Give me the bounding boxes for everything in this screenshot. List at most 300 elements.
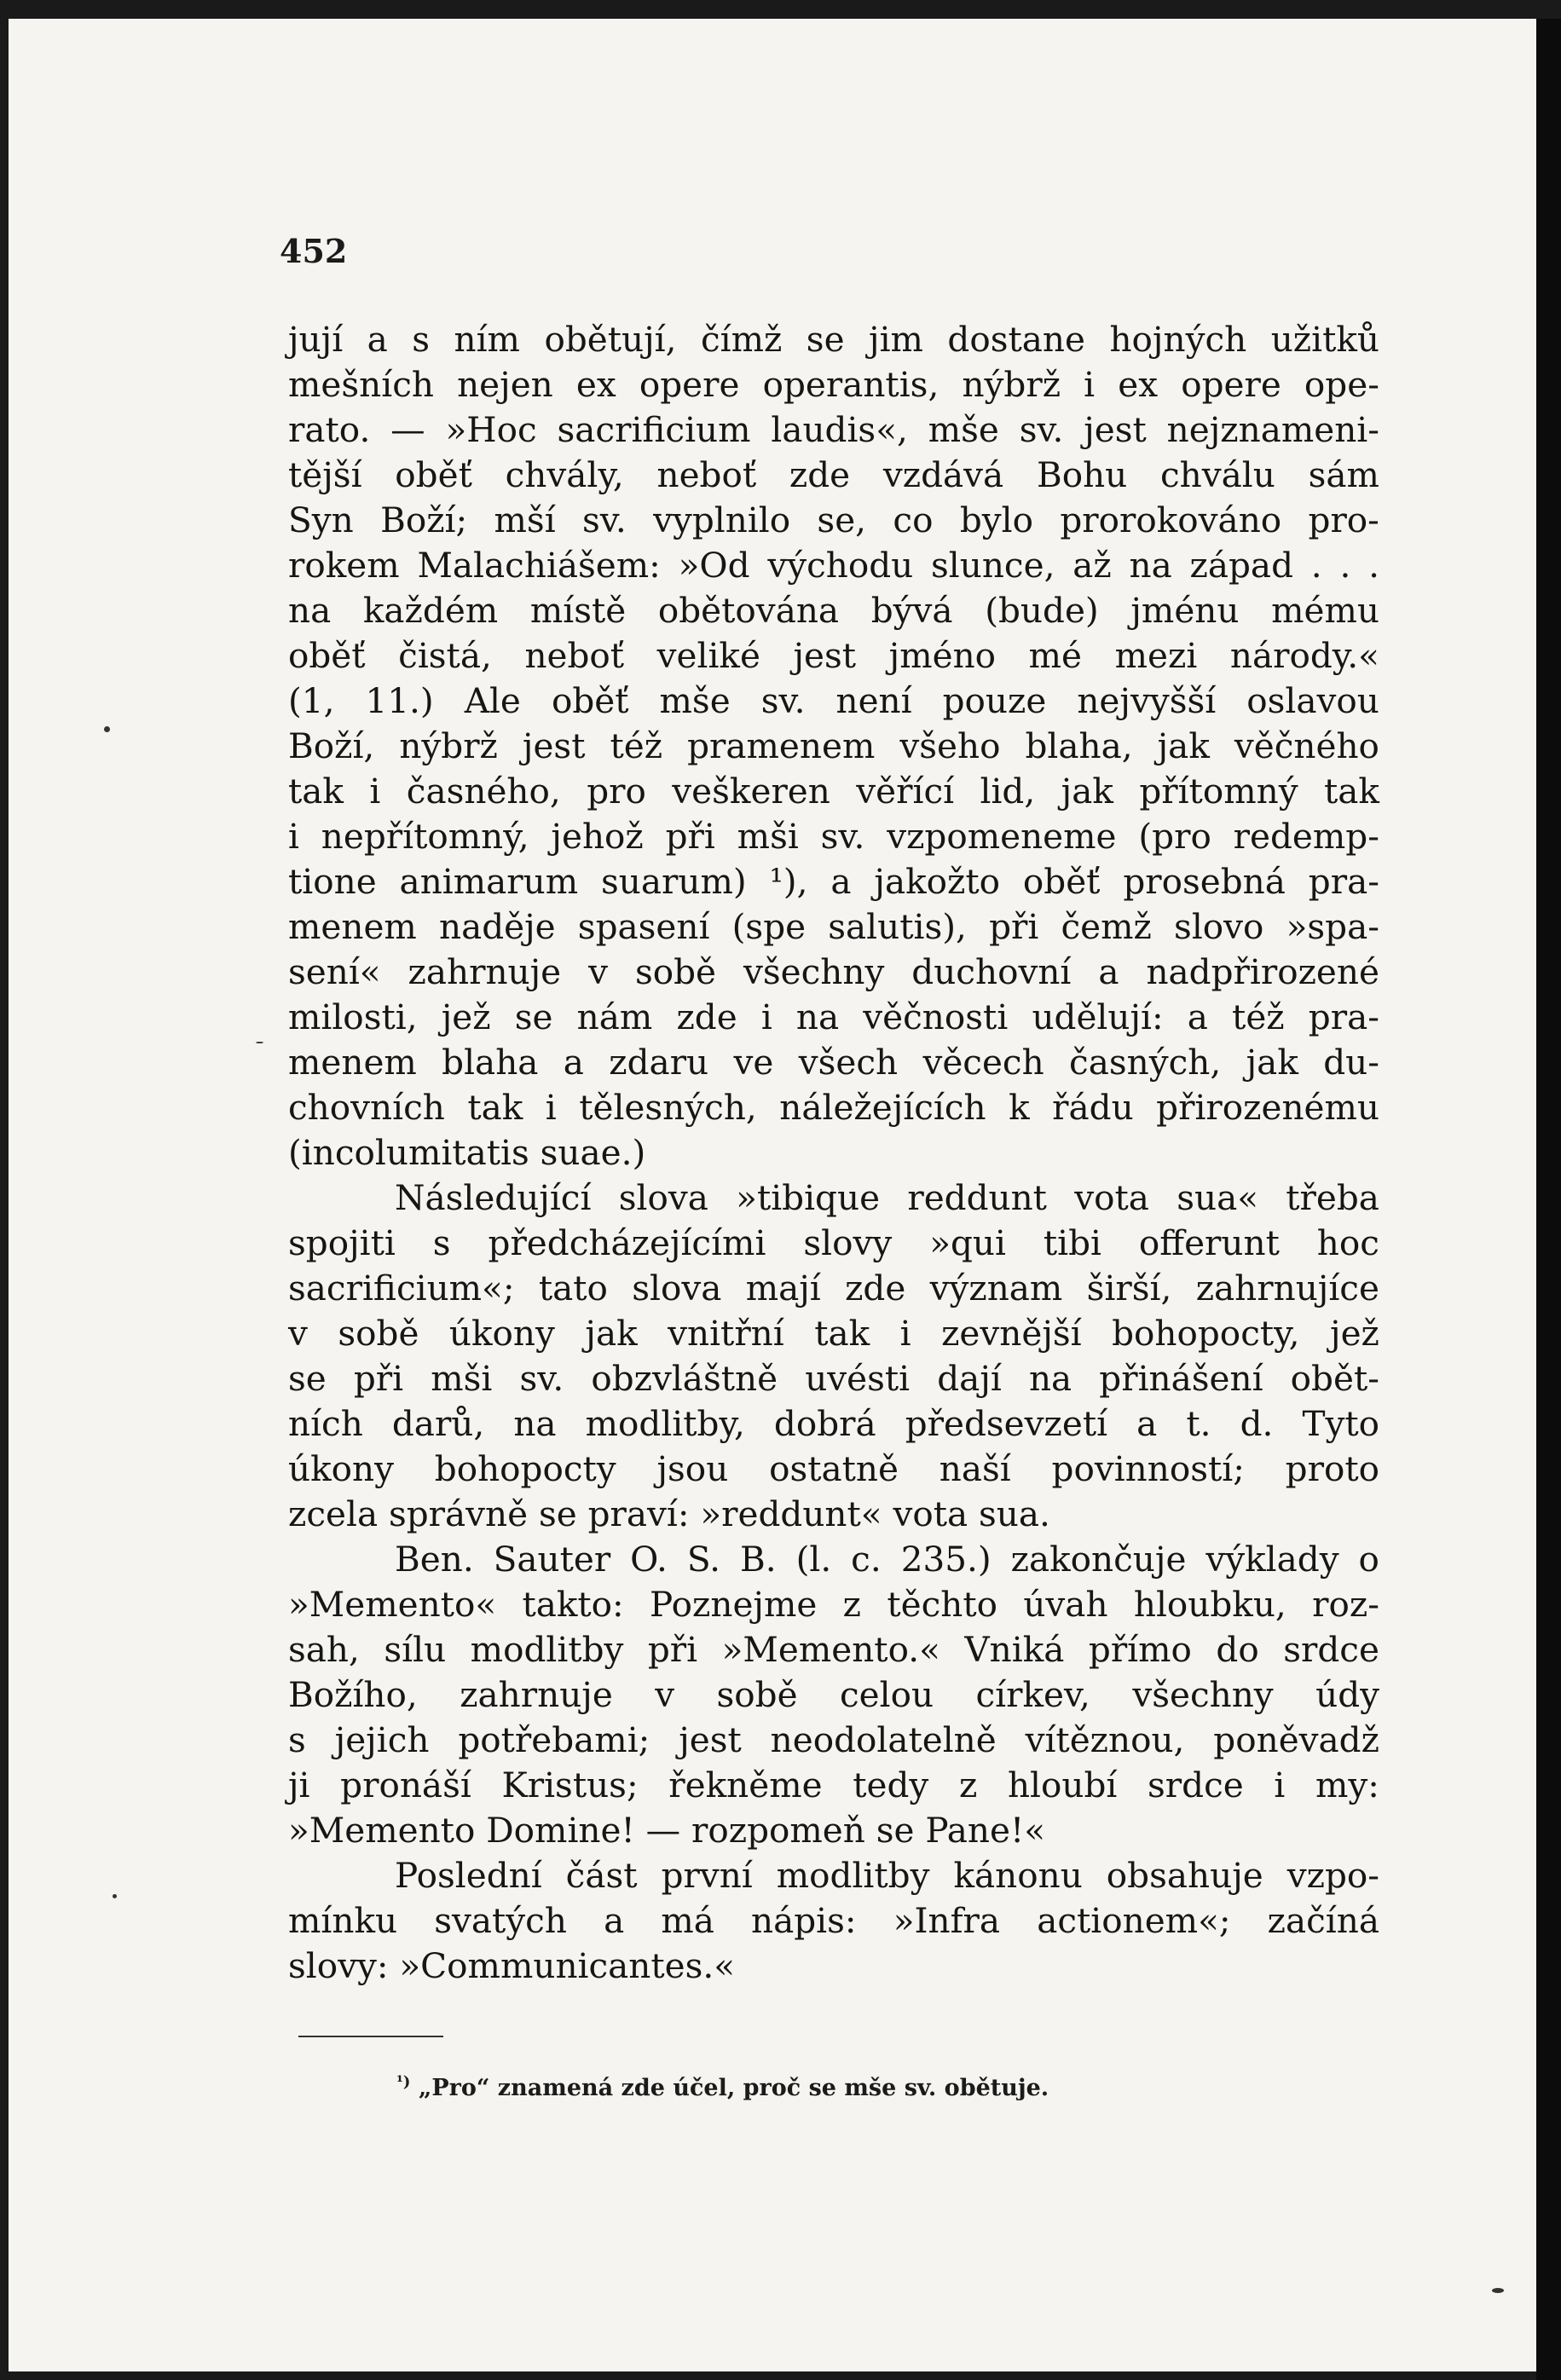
text-line [288, 995, 1379, 1040]
text-line [288, 1537, 1379, 1582]
word: bylo [959, 500, 1033, 540]
word: O. [630, 1539, 668, 1580]
word: až [1072, 545, 1112, 586]
word: i [545, 1087, 557, 1128]
text-line [288, 1311, 1379, 1356]
word: a [1098, 951, 1119, 992]
word: potřebami; [458, 1719, 650, 1760]
word: dají [937, 1358, 1002, 1399]
word: tější [288, 454, 362, 495]
footnote [396, 2073, 1049, 2101]
word: není [835, 680, 912, 721]
word: jehož [551, 816, 644, 857]
word: 11.) [365, 680, 434, 721]
word: Vniká [964, 1629, 1065, 1670]
word: roz- [1312, 1584, 1379, 1625]
word: obět- [1290, 1358, 1379, 1399]
word: pra- [1308, 861, 1379, 902]
word: zahrnujíce [1195, 1268, 1379, 1308]
word: sua« [1177, 1177, 1258, 1218]
word: »Hoc [445, 409, 537, 450]
word: vyplnilo [653, 500, 791, 540]
text-line [288, 317, 1379, 362]
word: rokem [288, 545, 400, 586]
text-line [288, 1447, 1379, 1492]
word: blaha [442, 1042, 539, 1083]
book-page [9, 19, 1536, 2371]
word: vzpomeneme [887, 816, 1117, 857]
word: . [1339, 545, 1351, 586]
word: obsahuje [1106, 1855, 1263, 1896]
paper-speck [1492, 2288, 1504, 2293]
word: neboť [524, 635, 625, 676]
word: povinností; [1051, 1448, 1245, 1489]
word: (1, [288, 680, 335, 721]
text-line [288, 1898, 1379, 1944]
paper-speck [113, 1894, 117, 1898]
word: — [390, 409, 425, 450]
word: užitků [1270, 319, 1379, 360]
word: dobrá [773, 1403, 876, 1444]
word: i [760, 996, 772, 1037]
word: a [1136, 1403, 1158, 1444]
word: bohopocty [434, 1448, 616, 1489]
word: modlitby [470, 1629, 624, 1670]
word: chválu [1160, 454, 1275, 495]
text-line [288, 1085, 1379, 1130]
word: jménu [1130, 590, 1240, 631]
word: nápis: [751, 1900, 857, 1941]
word: též [610, 725, 663, 766]
text-line [288, 950, 1379, 995]
word: jak [1246, 1042, 1298, 1083]
word: prorokováno [1060, 500, 1282, 540]
word: mé [1028, 635, 1083, 676]
word: přinášení [1099, 1358, 1263, 1399]
word: náležejících [779, 1087, 986, 1128]
word: Syn [288, 500, 354, 540]
word: sacrificium«; [288, 1268, 515, 1308]
word: pouze [942, 680, 1047, 721]
word: opere [639, 364, 740, 405]
word: Bohu [1036, 454, 1128, 495]
paper-speck [256, 1042, 263, 1043]
word: ostatně [769, 1448, 899, 1489]
word: sám [1308, 454, 1379, 495]
word: při [647, 1629, 698, 1670]
word: všeho [899, 725, 1001, 766]
text-line [288, 679, 1379, 724]
word: milosti, [288, 996, 418, 1037]
word: církev, [975, 1674, 1090, 1715]
word: vzdává [882, 454, 1004, 495]
word: slovo [1174, 906, 1264, 947]
text-line [288, 1356, 1379, 1401]
word: s [412, 319, 431, 360]
word: sobě [338, 1313, 419, 1354]
word: vzpo- [1286, 1855, 1379, 1896]
word: obzvláštně [591, 1358, 778, 1399]
word: . [1368, 545, 1379, 586]
word: při [989, 906, 1039, 947]
word: též [1232, 996, 1285, 1037]
word: Ale [464, 680, 521, 721]
word: sobě [716, 1674, 798, 1715]
word: (spe [731, 906, 807, 947]
word: menem [288, 1042, 417, 1083]
word: i [1084, 364, 1096, 405]
word: a [1187, 996, 1208, 1037]
word: a [830, 861, 852, 902]
word: prosebná [1123, 861, 1286, 902]
word: jméno [888, 635, 997, 676]
word: »tibique [736, 1177, 881, 1218]
word: zahrnuje [460, 1674, 613, 1715]
text-line [288, 588, 1379, 633]
word: oběť [1022, 861, 1101, 902]
word: zde [789, 454, 851, 495]
word: lid, [980, 771, 1036, 812]
text-line [288, 904, 1379, 950]
word: v [655, 1674, 675, 1715]
word: mezi [1114, 635, 1198, 676]
word: jsou [656, 1448, 729, 1489]
word: tělesných, [579, 1087, 757, 1128]
word: západ [1189, 545, 1293, 586]
word: sacrificium [557, 409, 751, 450]
word: význam [929, 1268, 1063, 1308]
word: všechny [1132, 1674, 1274, 1715]
word: animarum [399, 861, 579, 902]
text-line [288, 859, 1379, 904]
word: tibi [1043, 1222, 1101, 1263]
word: těchto [887, 1584, 998, 1625]
word: udělují: [1032, 996, 1164, 1037]
word: laudis«, [771, 409, 908, 450]
word: svatých [434, 1900, 567, 1941]
word: třeba [1286, 1177, 1379, 1218]
word: neboť [656, 454, 757, 495]
word: údy [1315, 1674, 1379, 1715]
word: salutis), [828, 906, 967, 947]
word: pramenem [687, 725, 876, 766]
word: nýbrž [962, 364, 1061, 405]
text-line [288, 1582, 1379, 1627]
word: ex [1118, 364, 1159, 405]
word: při [353, 1358, 404, 1399]
footnote-divider [298, 2036, 443, 2037]
text-line: »Memento Domine! — rozpomeň se Pane!« [288, 1810, 1046, 1851]
word: první [661, 1855, 753, 1896]
word: národy.« [1229, 635, 1379, 676]
word: Boží; [380, 500, 468, 540]
word: s [432, 1222, 451, 1263]
word: »Memento.« [721, 1629, 940, 1670]
word: sv. [820, 816, 865, 857]
word: na [288, 590, 332, 631]
word: t. [1186, 1403, 1211, 1444]
text-line [288, 1627, 1379, 1672]
word: zde [676, 996, 737, 1037]
word: jak [585, 1313, 638, 1354]
word: předcházejícími [488, 1222, 766, 1263]
word: na [1129, 545, 1172, 586]
word: du- [1323, 1042, 1379, 1083]
word: co [893, 500, 934, 540]
word: místě [529, 590, 627, 631]
word: Boží, [288, 725, 375, 766]
word: Následující [395, 1177, 592, 1218]
word: sobě [634, 951, 717, 992]
word: věčného [1234, 725, 1379, 766]
word: tak [288, 771, 344, 812]
word: všechny [743, 951, 885, 992]
word: naší [939, 1448, 1011, 1489]
text-line: zcela správně se praví: »reddunt« vota sua. [288, 1493, 1050, 1534]
word: tak [814, 1313, 870, 1354]
word: obětována [657, 590, 840, 631]
word: duchovní [911, 951, 1072, 992]
word: o [1358, 1539, 1379, 1580]
word: hoc [1316, 1222, 1379, 1263]
word: uvésti [805, 1358, 911, 1399]
word: jují [288, 319, 344, 360]
word: tato [538, 1268, 608, 1308]
word: nejen [457, 364, 553, 405]
word: nýbrž [399, 725, 498, 766]
word: spojiti [288, 1222, 396, 1263]
word: a [563, 1042, 584, 1083]
word: ex [575, 364, 616, 405]
word: sv. [581, 500, 627, 540]
word: hojných [1109, 319, 1247, 360]
text-line [288, 1266, 1379, 1311]
word: nejznameni- [1166, 409, 1379, 450]
word: nepřítomný, [321, 816, 529, 857]
word: úvah [1023, 1584, 1108, 1625]
text-line [288, 724, 1379, 769]
word: veliké [656, 635, 760, 676]
word: východu [767, 545, 914, 586]
word: (bude) [985, 590, 1099, 631]
paper-speck [104, 726, 110, 732]
word: veškeren [672, 771, 830, 812]
word: Ben. [395, 1539, 474, 1580]
word: sv. [1019, 409, 1064, 450]
word: »Infra [893, 1900, 1001, 1941]
word: i [1274, 1765, 1286, 1805]
text-line [288, 1221, 1379, 1266]
word: naděje [438, 906, 556, 947]
word: bývá [870, 590, 953, 631]
word: »spa- [1286, 906, 1379, 947]
word: c. [851, 1539, 882, 1580]
word: blaha, [1025, 725, 1133, 766]
word: jež [441, 996, 491, 1037]
word: širší, [1086, 1268, 1172, 1308]
word: obětují, [544, 319, 677, 360]
word: jest [679, 1719, 742, 1760]
word: Malachiášem: [417, 545, 661, 586]
text-line [288, 453, 1379, 498]
word: »Od [678, 545, 750, 586]
word: jakožto [874, 861, 1001, 902]
word: ním [454, 319, 520, 360]
word: kánonu [953, 1855, 1083, 1896]
word: proto [1285, 1448, 1379, 1489]
word: oběť [395, 454, 472, 495]
word: má [661, 1900, 714, 1941]
word: jež [1330, 1313, 1379, 1354]
word: přímo [1088, 1629, 1192, 1670]
word: jak [1061, 771, 1113, 812]
text-line: slovy: »Communicantes.« [288, 1945, 736, 1986]
word: ve [733, 1042, 774, 1083]
word: nám [576, 996, 653, 1037]
word: tak [1324, 771, 1379, 812]
word: se [514, 996, 553, 1037]
word: Poznejme [650, 1584, 818, 1625]
word: pro [587, 771, 646, 812]
text-line [288, 543, 1379, 588]
word: modlitby [776, 1855, 930, 1896]
word: a [367, 319, 388, 360]
text-line [288, 1040, 1379, 1085]
word: mešních [288, 364, 434, 405]
word: rato. [288, 409, 371, 450]
text-line [288, 1853, 1379, 1898]
word: slovy [803, 1222, 893, 1263]
word: my: [1315, 1765, 1379, 1805]
word: S. [686, 1539, 721, 1580]
word: vota [1074, 1177, 1149, 1218]
word: úkony [288, 1448, 394, 1489]
word: ¹), [769, 861, 808, 902]
word: časných, [1069, 1042, 1222, 1083]
word: na [513, 1403, 557, 1444]
word: tak [467, 1087, 523, 1128]
word: každém [362, 590, 499, 631]
text-line [288, 769, 1379, 814]
body-text [288, 317, 1379, 1989]
word: mínku [288, 1900, 398, 1941]
word: ope- [1304, 364, 1379, 405]
word: reddunt [907, 1177, 1047, 1218]
word: slova [632, 1268, 722, 1308]
word: z [958, 1765, 978, 1805]
word: nadpřirozené [1146, 951, 1379, 992]
word: se [288, 1358, 327, 1399]
word: dostane [947, 319, 1085, 360]
word: úkony [448, 1313, 555, 1354]
word: z [842, 1584, 862, 1625]
word: poněvadž [1213, 1719, 1379, 1760]
word: tione [288, 861, 377, 902]
word: oběť [551, 680, 629, 721]
word: srdce [1148, 1765, 1244, 1805]
word: a [604, 1900, 625, 1941]
word: oběť [288, 635, 366, 676]
word: jest [522, 725, 586, 766]
word: B. [739, 1539, 777, 1580]
word: věřící [856, 771, 955, 812]
word: řádu [1052, 1087, 1134, 1128]
word: sv. [760, 680, 806, 721]
word: bohopocty, [1112, 1313, 1300, 1354]
word: celou [839, 1674, 934, 1715]
word: předsevzetí [905, 1403, 1108, 1444]
text-line [288, 1176, 1379, 1221]
word: (l. [795, 1539, 832, 1580]
word: na [795, 996, 840, 1037]
word: takto: [522, 1584, 624, 1625]
word: sení« [288, 951, 381, 992]
word: hloubku, [1133, 1584, 1286, 1625]
word: neodolatelně [770, 1719, 997, 1760]
word: opere [1181, 364, 1281, 405]
word: při [665, 816, 715, 857]
word: se [806, 319, 845, 360]
word: mší [494, 500, 556, 540]
word: zevnější [941, 1313, 1082, 1354]
word: v [288, 1313, 308, 1354]
word: všech [798, 1042, 899, 1083]
word: jak [1157, 725, 1210, 766]
text-line [288, 362, 1379, 407]
text-line [288, 1763, 1379, 1808]
word: »qui [929, 1222, 1006, 1263]
word: slova [618, 1177, 708, 1218]
word: Tyto [1302, 1403, 1379, 1444]
word: menem [288, 906, 417, 947]
word: operantis, [762, 364, 939, 405]
word: vítěznou, [1025, 1719, 1185, 1760]
word: srdce [1283, 1629, 1379, 1670]
text-line [288, 1401, 1379, 1447]
word: offerunt [1138, 1222, 1280, 1263]
word: časného, [406, 771, 561, 812]
word: modlitby, [585, 1403, 745, 1444]
word: část [565, 1855, 638, 1896]
word: oslavou [1246, 680, 1379, 721]
word: mají [745, 1268, 821, 1308]
word: s [288, 1719, 306, 1760]
word: hloubí [1007, 1765, 1118, 1805]
word: výklady [1205, 1539, 1339, 1580]
word: vnitřní [668, 1313, 784, 1354]
word: »Memento« [288, 1584, 497, 1625]
word: do [1216, 1629, 1259, 1670]
word: nejvyšší [1077, 680, 1217, 721]
word: přirozenému [1156, 1087, 1379, 1128]
word: . [1310, 545, 1322, 586]
word: jest [1084, 409, 1147, 450]
text-line [288, 1672, 1379, 1718]
word: čemž [1061, 906, 1152, 947]
word: Sauter [493, 1539, 611, 1580]
word: darů, [391, 1403, 485, 1444]
word: pro- [1308, 500, 1379, 540]
word: zakončuje [1010, 1539, 1187, 1580]
word: řekněme [668, 1765, 823, 1805]
word: i [288, 816, 299, 857]
word: slunce, [931, 545, 1055, 586]
word: suarum) [601, 861, 747, 902]
word: v [588, 951, 608, 992]
text-line [288, 633, 1379, 679]
word: i [369, 771, 381, 812]
word: na [1028, 1358, 1072, 1399]
